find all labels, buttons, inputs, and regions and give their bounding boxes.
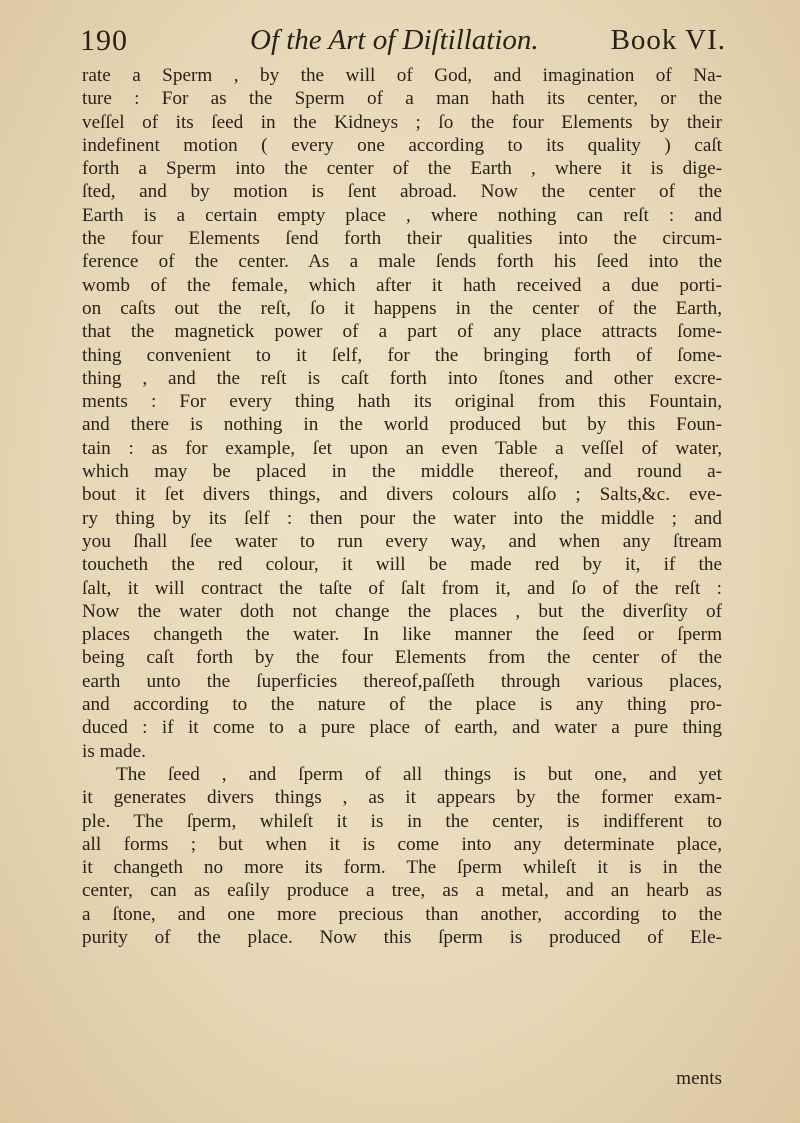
text-line: duced : if it come to a pure place of earth, and water a pure thing: [82, 717, 722, 739]
text-line: all forms ; but when it is come into any determinate place,: [82, 833, 722, 855]
text-line: Now the water doth not change the places , but the diverſity of: [82, 600, 722, 622]
text-line: and according to the nature of the place is any thing pro-: [82, 694, 722, 716]
text-line: you ſhall ſee water to run every way, and when any ſtream: [82, 530, 722, 552]
text-line: it changeth no more its form. The ſperm whileſt it is in the: [82, 857, 722, 879]
page-number: 190: [80, 24, 128, 57]
text-line: toucheth the red colour, it will be made red by it, if the: [82, 554, 722, 576]
text-line: earth unto the ſuperficies thereof,paſſeth through various places,: [82, 670, 722, 692]
page-header: [80, 24, 726, 64]
text-line: Earth is a certain empty place , where nothing can reſt : and: [82, 204, 722, 226]
text-line: the four Elements ſend forth their qualities into the circum-: [82, 228, 722, 250]
text-line: ſalt, it will contract the taſte of ſalt from it, and ſo of the reſt :: [82, 577, 722, 599]
text-line: and there is nothing in the world produced but by this Foun-: [82, 414, 722, 436]
text-line: ture : For as the Sperm of a man hath its center, or the: [82, 88, 722, 110]
book-label: Book VI.: [610, 24, 726, 56]
text-line: it generates divers things , as it appears by the former exam-: [82, 787, 722, 809]
text-line: which may be placed in the middle thereof, and round a-: [82, 461, 722, 483]
text-line: thing , and the reſt is caſt forth into ſtones and other excre-: [82, 367, 722, 389]
text-line: places changeth the water. In like manner the ſeed or ſperm: [82, 624, 722, 646]
running-title: Of the Art of Diſtillation.: [250, 24, 539, 56]
paragraph-first-line: The ſeed , and ſperm of all things is but one, and yet: [116, 763, 722, 785]
text-line: bout it ſet divers things, and divers colours alſo ; Salts,&c. eve-: [82, 484, 722, 506]
text-line: being caſt forth by the four Elements from the center of the: [82, 647, 722, 669]
text-line: center, can as eaſily produce a tree, as a metal, and an hearb as: [82, 880, 722, 902]
text-line: purity of the place. Now this ſperm is produced of Ele-: [82, 926, 722, 948]
text-line: veſſel of its ſeed in the Kidneys ; ſo the four Elements by their: [82, 111, 722, 133]
text-line: on caſts out the reſt, ſo it happens in the center of the Earth,: [82, 297, 722, 319]
text-line: rate a Sperm , by the will of God, and imagination of Na-: [82, 65, 722, 86]
text-line: tain : as for example, ſet upon an even Table a veſſel of water,: [82, 437, 722, 459]
text-line: ſted, and by motion is ſent abroad. Now the center of the: [82, 181, 722, 203]
text-line: ry thing by its ſelf : then pour the water into the middle ; and: [82, 507, 722, 529]
text-line: thing convenient to it ſelf, for the bringing forth of ſome-: [82, 344, 722, 366]
paragraph-end-line: is made.: [82, 740, 146, 762]
text-line: womb of the female, which after it hath received a due porti-: [82, 274, 722, 296]
body-text: [82, 64, 722, 949]
text-line: that the magnetick power of a part of any place attracts ſome-: [82, 321, 722, 343]
text-line: ference of the center. As a male ſends forth his ſeed into the: [82, 251, 722, 273]
text-line: a ſtone, and one more precious than another, according to the: [82, 903, 722, 925]
text-line: forth a Sperm into the center of the Earth , where it is dige-: [82, 158, 722, 180]
catchword: ments: [676, 1068, 722, 1089]
text-line: ple. The ſperm, whileſt it is in the center, is indifferent to: [82, 810, 722, 832]
text-line: indefinent motion ( every one according to its quality ) caſt: [82, 134, 722, 156]
text-line: ments : For every thing hath its original from this Fountain,: [82, 391, 722, 413]
